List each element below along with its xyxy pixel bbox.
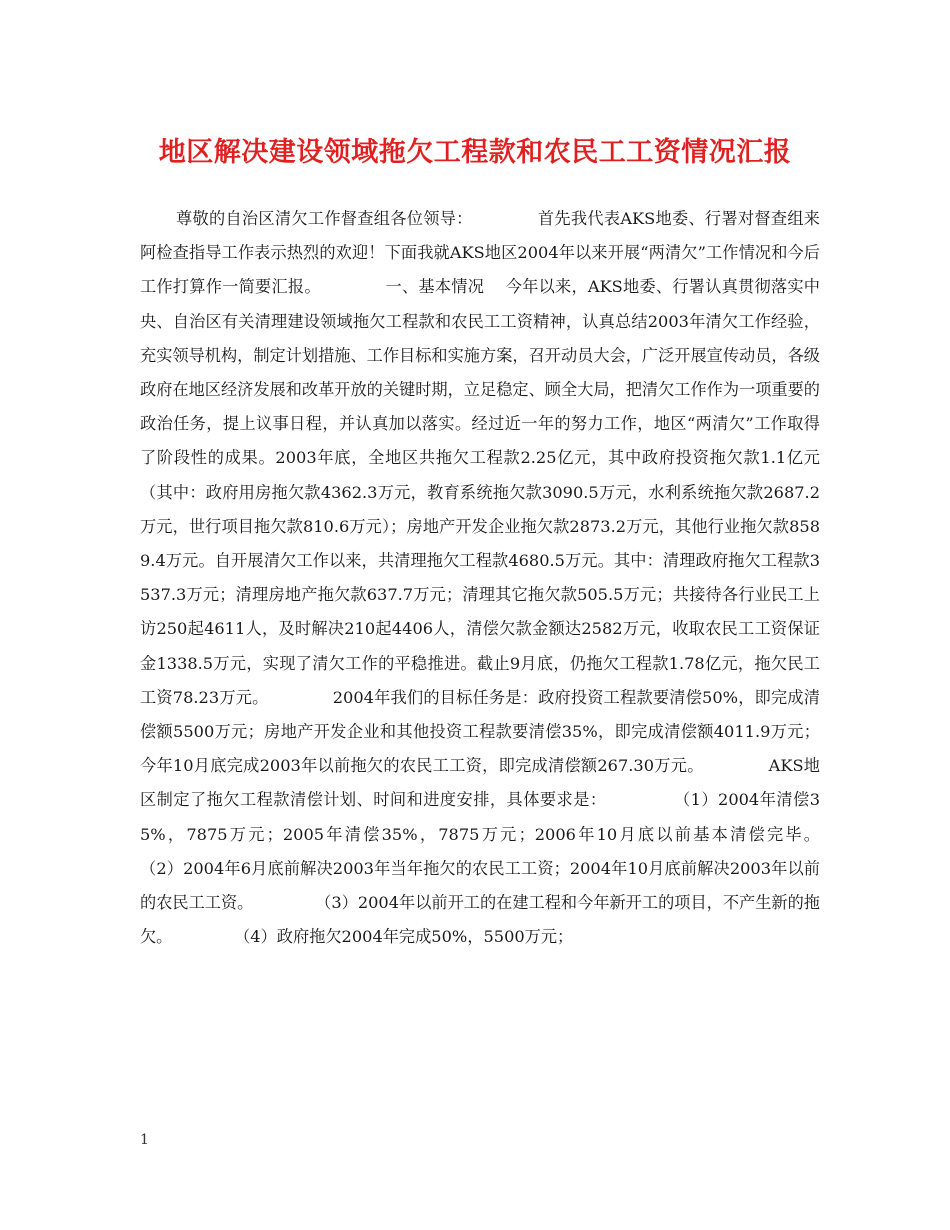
page-number: 1 [140, 1132, 149, 1148]
document-body: 尊敬的自治区清欠工作督查组各位领导： 首先我代表AKS地委、行署对督查组来阿检查指导工作表示热烈的欢迎！下面我就AKS地区2004年以来开展“两清欠”工作情况和今后工作打算作一简要汇报。 一、基本情况 今年以来，AKS地委、行署认真贯彻落实中央、自治区有关清理建设领域拖欠工程款和农民工工资精神，认真总结2003年清欠工作经验，充实领导机构，制定计划措施、工作目标和实施方案，召开动员大会，广泛开展宣传动员，各级政府在地区经济发展和改革开放的关键时期，立足稳定、顾全大局，把清欠工作作为一项重要的政治任务，提上议事日程，并认真加以落实。经过近一年的努力工作，地区“两清欠”工作取得了阶段性的成果。2003年底，全地区共拖欠工程款2.25亿元，其中政府投资拖欠款1.1亿元（其中：政府用房拖欠款4362.3万元，教育系统拖欠款3090.5万元，水利系统拖欠款2687.2万元，世行项目拖欠款810.6万元）；房地产开发企业拖欠款2873.2万元，其他行业拖欠款8589.4万元。自开展清欠工作以来，共清理拖欠工程款4680.5万元。其中：清理政府拖欠工程款3537.3万元；清理房地产拖欠款637.7万元；清理其它拖欠款505.5万元；共接待各行业民工上访250起4611人，及时解决210起4406人，清偿欠款金额达2582万元，收取农民工工资保证金1338.5万元，实现了清欠工作的平稳推进。截止9月底，仍拖欠工程款1.78亿元，拖欠民工工资78.23万元。 2004年我们的目标任务是：政府投资工程款要清偿50%，即完成清偿额5500万元；房地产开发企业和其他投资工程款要清偿35%，即完成清偿额4011.9万元；今年10月底完成2003年以前拖欠的农民工工资，即完成清偿额267.30万元。 AKS地区制定了拖欠工程款清偿计划、时间和进度安排，具体要求是： （1）2004年清偿35%，7875万元；2005年清偿35%，7875万元；2006年10月底以前基本清偿完毕。 （2）2004年6月底前解决2003年当年拖欠的农民工工资；2004年10月底前解决2003年以前的农民工工资。 （3）2004年以前开工的在建工程和今年新开工的项目，不产生新的拖欠。 （4）政府拖欠2004年完成50%，5500万元； [140, 209, 882, 947]
document-title: 地区解决建设领域拖欠工程款和农民工工资情况汇报 [158, 137, 792, 168]
